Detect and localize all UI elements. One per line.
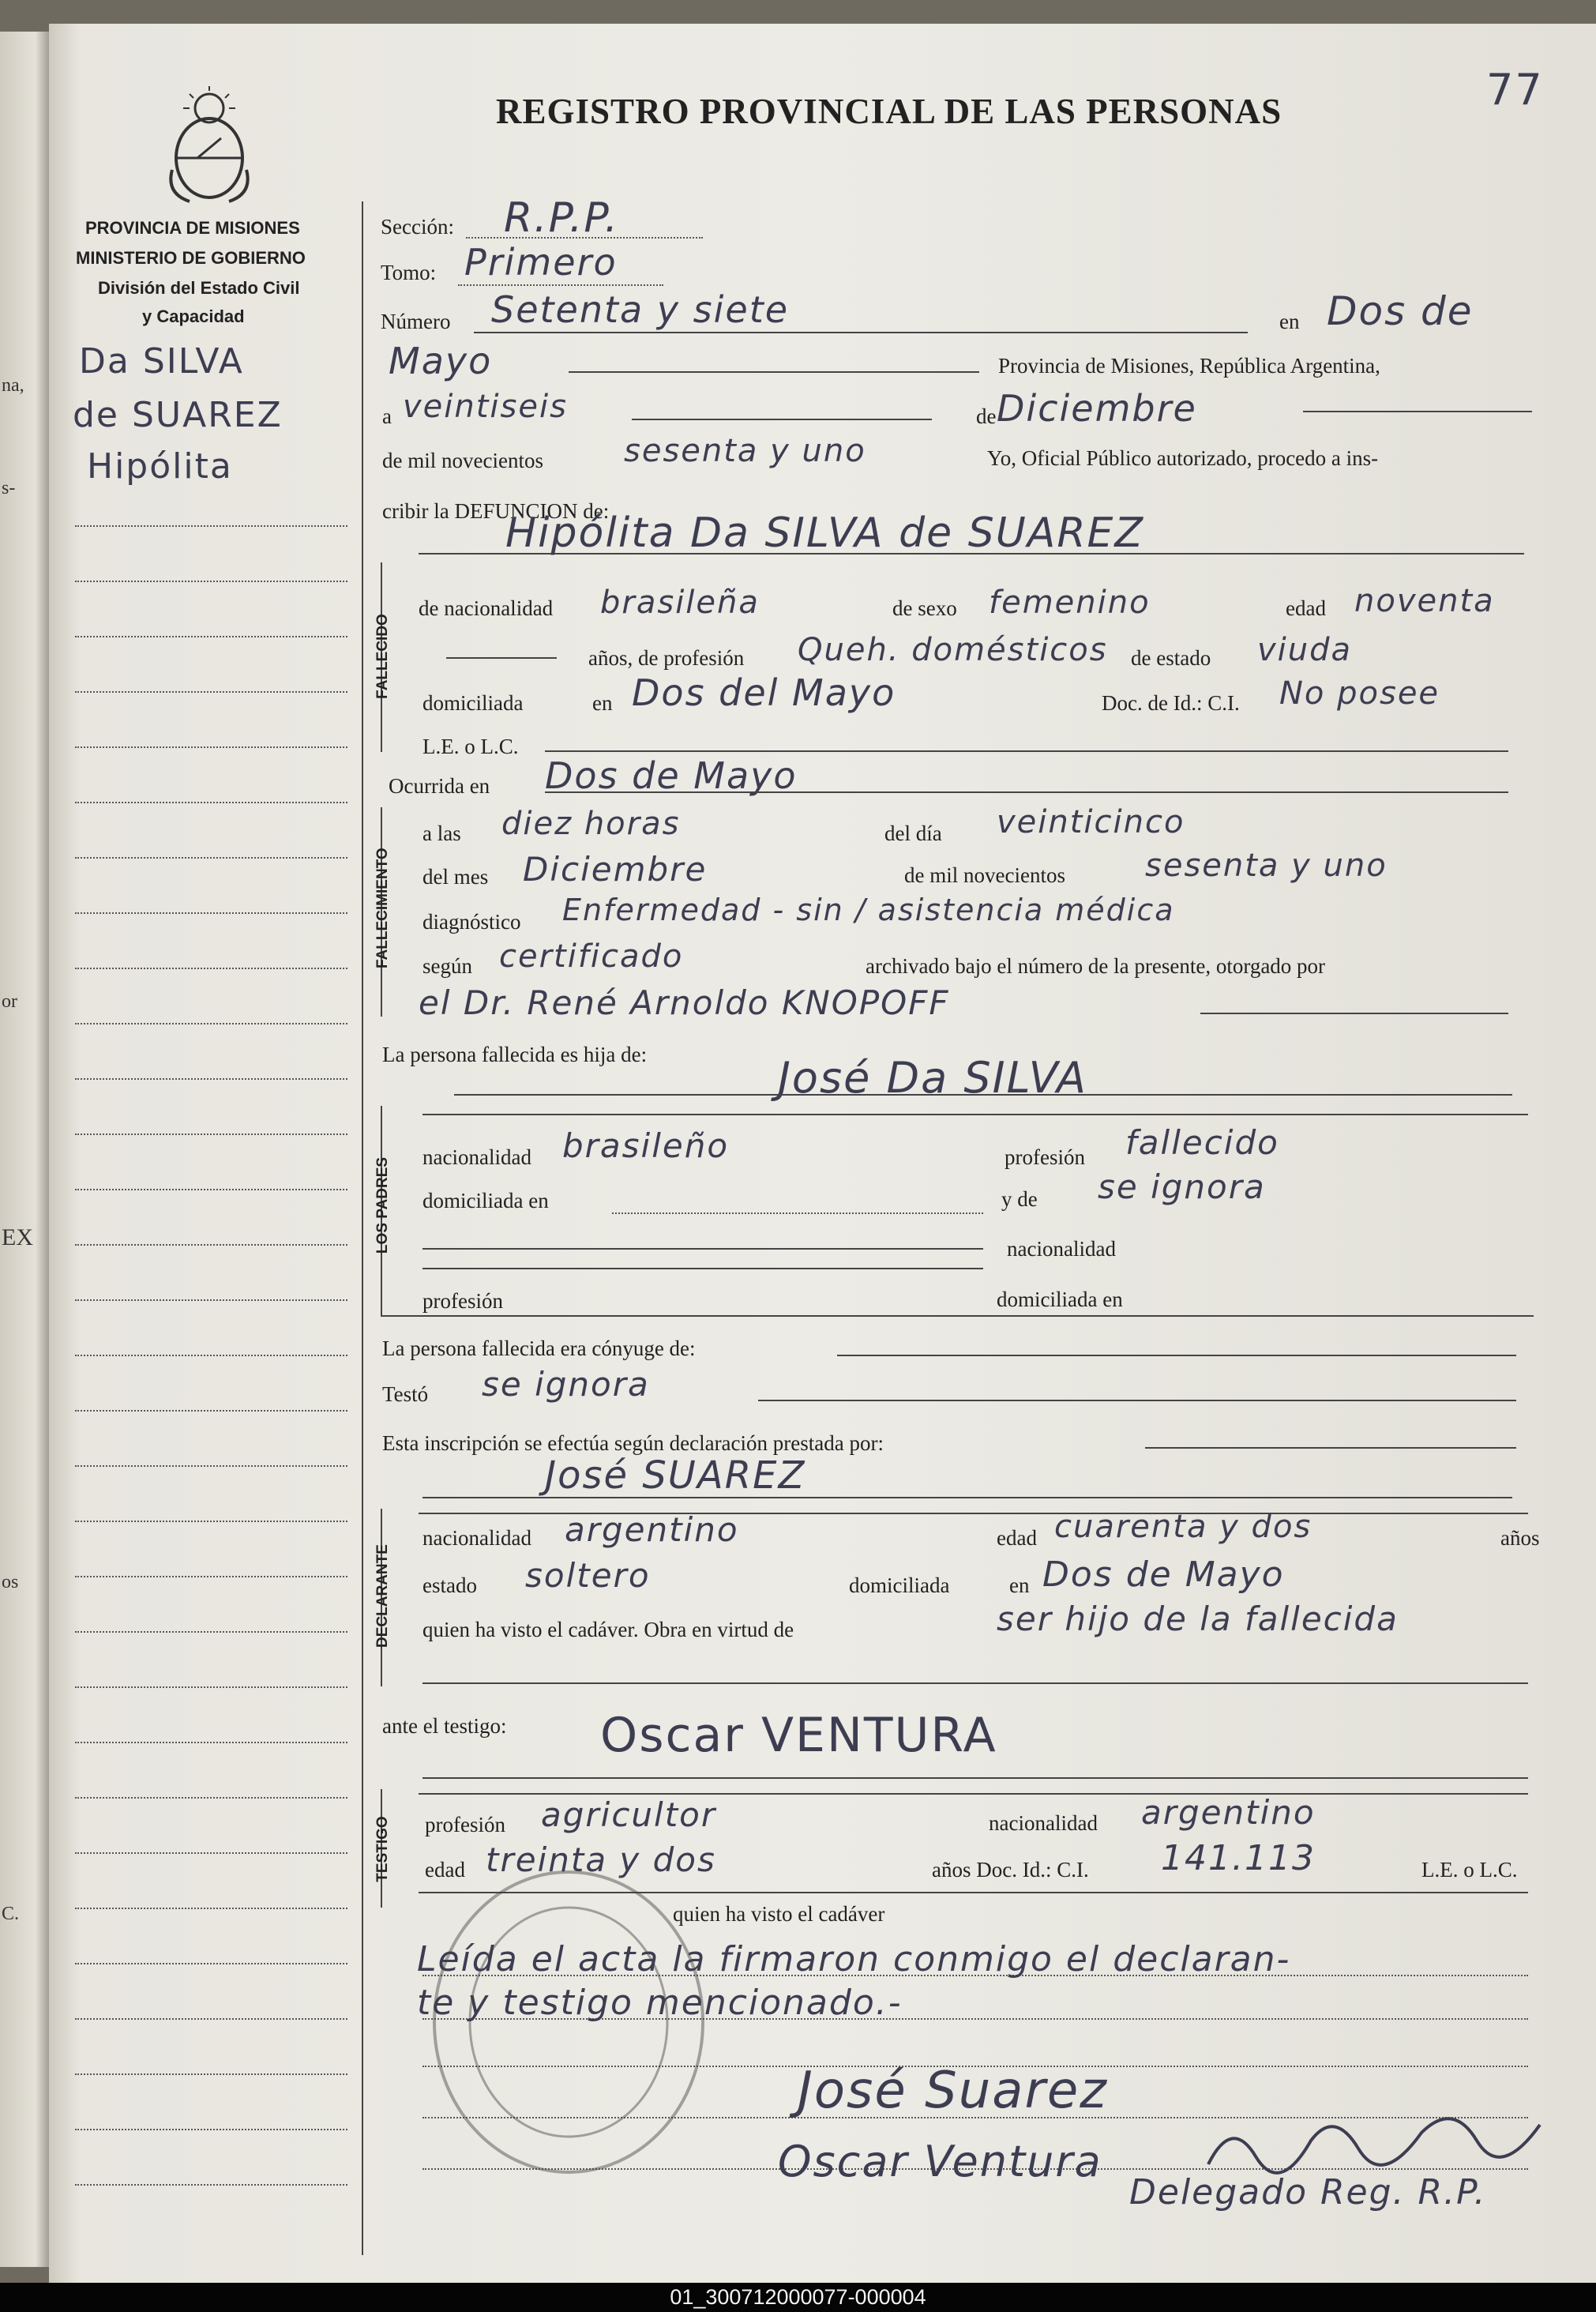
- label-de-mil: de mil novecientos: [382, 449, 543, 472]
- prev-page-fragment: or: [2, 991, 17, 1012]
- value-test-profesion: agricultor: [541, 1795, 717, 1834]
- official-seal-stamp: [422, 1864, 715, 2180]
- label-test-quien-visto: quien ha visto el cadáver: [673, 1902, 885, 1926]
- value-en-lugar-1: Dos de: [1327, 288, 1474, 334]
- signature-official-mark: [1200, 2093, 1548, 2180]
- section-label-los-padres: LOS PADRES: [374, 1156, 391, 1254]
- label-inscripcion: Esta inscripción se efectúa según declaración prestada por:: [382, 1431, 884, 1455]
- value-mes-fallec: Diciembre: [523, 850, 708, 889]
- label-diagnostico: diagnóstico: [422, 910, 521, 934]
- value-domicilio: Dos del Mayo: [632, 671, 896, 714]
- label-padre-domiciliada: domiciliada en: [422, 1189, 549, 1212]
- label-decl-estado: estado: [422, 1573, 477, 1597]
- label-a: a: [382, 404, 392, 428]
- value-test-ci: 141.113: [1161, 1838, 1316, 1878]
- value-decl-vinculo: ser hijo de la fallecida: [997, 1600, 1399, 1638]
- label-tomo: Tomo:: [381, 261, 437, 284]
- label-domiciliada: domiciliada: [422, 691, 524, 715]
- label-segun: según: [422, 954, 472, 978]
- label-test-le-lc: L.E. o L.C.: [1421, 1858, 1518, 1882]
- label-conyuge: La persona fallecida era cónyuge de:: [382, 1336, 696, 1360]
- prev-page-fragment: os: [2, 1572, 19, 1592]
- label-ante-testigo: ante el testigo:: [382, 1714, 507, 1738]
- label-a-las: a las: [422, 821, 461, 845]
- label-en: en: [1279, 310, 1300, 333]
- value-segun: certificado: [499, 938, 684, 975]
- label-test-profesion: profesión: [425, 1813, 505, 1836]
- value-testo: se ignora: [482, 1365, 650, 1404]
- label-decl-quien-visto: quien ha visto el cadáver. Obra en virtud de: [422, 1618, 794, 1641]
- signature-oficial: Delegado Reg. R.P.: [1129, 2172, 1487, 2212]
- closing-text-line2: te y testigo mencionado.-: [417, 1983, 903, 2023]
- label-seccion: Sección:: [381, 215, 454, 239]
- value-declarante: José SUAREZ: [545, 1453, 806, 1498]
- label-madre-nacionalidad: nacionalidad: [1007, 1237, 1116, 1261]
- value-test-edad: treinta y dos: [486, 1840, 716, 1879]
- value-ocurrida: Dos de Mayo: [545, 754, 798, 797]
- prev-page-fragment: EX: [2, 1224, 33, 1250]
- value-diagnostico: Enfermedad - sin / asistencia médica: [562, 893, 1175, 927]
- signature-testigo: Oscar Ventura: [778, 2137, 1102, 2186]
- label-decl-edad: edad: [997, 1526, 1037, 1550]
- value-decl-edad: cuarenta y dos: [1054, 1509, 1312, 1545]
- value-test-nacionalidad: argentino: [1141, 1793, 1316, 1832]
- label-y-de: y de: [1001, 1187, 1038, 1211]
- page-number: 77: [1486, 65, 1544, 115]
- value-profesion: Queh. domésticos: [798, 632, 1108, 668]
- margin-name-line2: de SUAREZ: [73, 395, 283, 435]
- label-decl-en: en: [1009, 1573, 1030, 1597]
- value-madre: se ignora: [1098, 1167, 1266, 1206]
- value-dia: veintiseis: [403, 389, 568, 425]
- value-edad: noventa: [1354, 583, 1495, 619]
- issuer-province: PROVINCIA DE MISIONES: [85, 218, 300, 238]
- previous-page-edge: [0, 32, 51, 2267]
- value-nacionalidad: brasileña: [600, 585, 760, 621]
- value-nombre: Hipólita Da SILVA de SUAREZ: [505, 509, 1144, 557]
- label-decl-domiciliada: domiciliada: [849, 1573, 950, 1597]
- issuer-division: División del Estado Civil: [98, 278, 300, 298]
- value-padre: José Da SILVA: [778, 1053, 1087, 1103]
- section-label-fallecido: FALLECIDO: [374, 614, 391, 699]
- value-sexo: femenino: [989, 585, 1151, 621]
- issuer-ministry: MINISTERIO DE GOBIERNO: [76, 248, 306, 268]
- value-padre-nacionalidad: brasileño: [562, 1126, 730, 1165]
- margin-divider: [362, 201, 363, 2255]
- section-label-testigo: TESTIGO: [374, 1816, 391, 1882]
- label-madre-domiciliada: domiciliada en: [997, 1288, 1123, 1311]
- value-anio: sesenta y uno: [624, 433, 866, 469]
- margin-name-line1: Da SILVA: [79, 341, 244, 382]
- value-decl-nacionalidad: argentino: [565, 1510, 739, 1549]
- value-testigo: Oscar VENTURA: [600, 1708, 997, 1763]
- page-title: REGISTRO PROVINCIAL DE LAS PERSONAS: [496, 92, 1282, 131]
- label-test-edad: edad: [425, 1858, 465, 1882]
- label-de-sexo: de sexo: [892, 596, 957, 620]
- label-decl-anos: años: [1500, 1526, 1540, 1550]
- label-de-nacionalidad: de nacionalidad: [419, 596, 554, 620]
- label-del-dia: del día: [884, 821, 942, 845]
- section-label-fallecimiento: FALLECIMIENTO: [374, 848, 391, 968]
- value-dia-fallec: veinticinco: [997, 804, 1185, 840]
- label-madre-profesion: profesión: [422, 1289, 503, 1313]
- section-label-declarante: DECLARANTE: [374, 1544, 391, 1648]
- value-hora: diez horas: [501, 806, 681, 842]
- value-anio-fallec: sesenta y uno: [1145, 848, 1388, 884]
- value-mes: Diciembre: [997, 387, 1197, 430]
- value-decl-estado: soltero: [525, 1556, 651, 1595]
- label-de-mil-novecientos: de mil novecientos: [904, 863, 1065, 887]
- label-anos-de-profesion: años, de profesión: [588, 646, 745, 670]
- value-en-lugar-2: Mayo: [389, 340, 493, 382]
- value-decl-domicilio: Dos de Mayo: [1042, 1554, 1285, 1595]
- coat-of-arms-icon: [158, 83, 261, 205]
- value-seccion: R.P.P.: [504, 194, 620, 242]
- label-provincia: Provincia de Misiones, República Argentina,: [998, 354, 1380, 378]
- label-ocurrida-en: Ocurrida en: [389, 774, 490, 798]
- issuer-capacity: y Capacidad: [142, 306, 245, 326]
- label-en-domicilio: en: [592, 691, 613, 715]
- label-yo-oficial: Yo, Oficial Público autorizado, procedo a ins-: [987, 446, 1379, 470]
- label-le-lc: L.E. o L.C.: [422, 735, 519, 758]
- label-padre-nacionalidad: nacionalidad: [422, 1145, 531, 1169]
- margin-name-line3: Hipólita: [87, 446, 233, 487]
- label-archivado: archivado bajo el número de la presente, otorgado por: [866, 954, 1326, 978]
- signature-declarante: José Suarez: [798, 2062, 1108, 2120]
- label-test-nacionalidad: nacionalidad: [989, 1811, 1098, 1835]
- prev-page-fragment: C.: [2, 1904, 20, 1924]
- value-medico: el Dr. René Arnoldo KNOPOFF: [419, 983, 950, 1022]
- footer-code: 01_300712000077-000004: [0, 2283, 1596, 2312]
- closing-text-line1: Leída el acta la firmaron conmigo el declaran-: [417, 1939, 1291, 1979]
- label-padre-profesion: profesión: [1005, 1145, 1085, 1169]
- label-de: de: [976, 404, 997, 428]
- value-doc: No posee: [1279, 675, 1440, 712]
- label-doc-id: Doc. de Id.: C.I.: [1102, 691, 1240, 715]
- label-decl-nacionalidad: nacionalidad: [422, 1526, 531, 1550]
- label-inscribir: cribir la DEFUNCION de:: [382, 499, 610, 523]
- value-estado: viuda: [1257, 632, 1353, 668]
- value-tomo: Primero: [464, 241, 618, 284]
- value-numero: Setenta y siete: [491, 288, 790, 331]
- prev-page-fragment: s-: [2, 478, 16, 498]
- label-testo: Testó: [382, 1382, 429, 1406]
- label-hija-de: La persona fallecida es hija de:: [382, 1043, 648, 1066]
- value-padre-profesion: fallecido: [1125, 1123, 1279, 1162]
- prev-page-fragment: na,: [2, 375, 24, 396]
- label-edad: edad: [1286, 596, 1326, 620]
- label-de-estado: de estado: [1131, 646, 1211, 670]
- label-numero: Número: [381, 310, 451, 333]
- label-test-anos-doc: años Doc. Id.: C.I.: [932, 1858, 1089, 1882]
- label-del-mes: del mes: [422, 865, 489, 889]
